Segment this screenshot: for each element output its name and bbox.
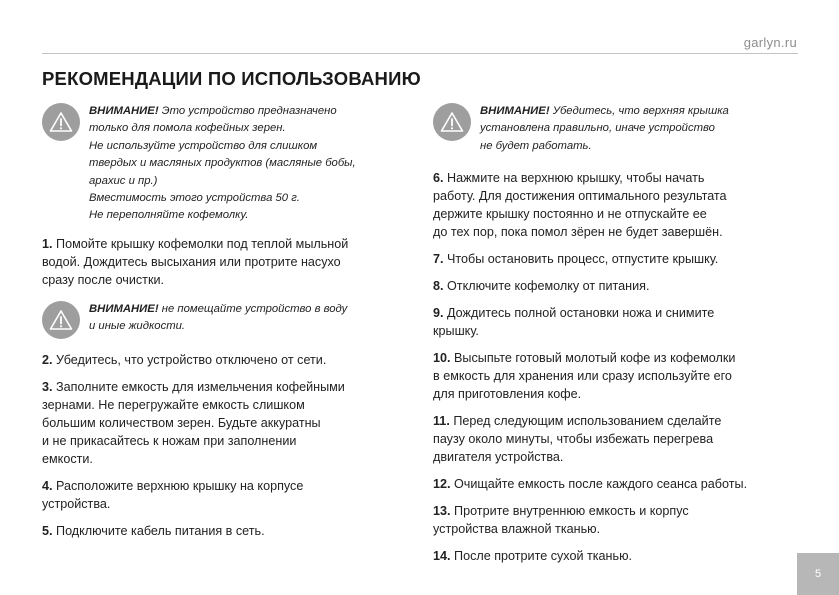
warning-block: [433, 103, 795, 155]
step-number: 2.: [42, 352, 53, 367]
step-line: Высыпьте готовый молотый кофе из кофемолки: [454, 351, 736, 366]
step-line: держите крышку постоянно и не отпускайте ее: [433, 207, 707, 222]
warning-block: [42, 301, 404, 339]
step-line: Убедитесь, что устройство отключено от сети.: [56, 352, 327, 367]
warning-line: и иные жидкости.: [89, 320, 186, 333]
warning-line: Убедитесь, что верхняя крышка: [552, 105, 729, 117]
step-line: в емкость для хранения или сразу используйте его: [433, 369, 732, 384]
warning-line: не будет работать.: [480, 139, 592, 152]
step-number: 7.: [433, 252, 444, 267]
step-number: 4.: [42, 478, 53, 493]
header-rule: [42, 53, 798, 54]
step-line: и не прикасайтесь к ножам при заполнении: [42, 433, 297, 448]
step-number: 5.: [42, 523, 53, 538]
step-number: 9.: [433, 306, 444, 321]
left-column: [42, 103, 404, 549]
right-column: [433, 103, 795, 574]
step-number: 6.: [433, 171, 444, 186]
step-11: [433, 412, 795, 466]
step-line: Чтобы остановить процесс, отпустите крышку.: [447, 252, 719, 267]
warning-label: ВНИМАНИЕ!: [89, 302, 159, 315]
warning-text: [89, 103, 356, 225]
step-line: Очищайте емкость после каждого сеанса работы.: [454, 477, 748, 492]
step-line: сразу после очистки.: [42, 272, 164, 287]
step-4: [42, 477, 404, 513]
step-7: [433, 250, 795, 268]
step-line: до тех пор, пока помол зёрен не будет завершён.: [433, 225, 723, 240]
step-line: Подключите кабель питания в сеть.: [56, 523, 265, 538]
step-5: [42, 522, 404, 540]
step-number: 13.: [433, 504, 451, 519]
step-line: паузу около минуты, чтобы избежать перегрева: [433, 432, 714, 447]
step-2: [42, 351, 404, 369]
step-line: Расположите верхнюю крышку на корпусе: [56, 478, 304, 493]
step-1: [42, 235, 404, 289]
step-line: Помойте крышку кофемолки под теплой мыльной: [56, 236, 349, 251]
step-line: водой. Дождитесь высыхания или протрите насухо: [42, 254, 341, 269]
warning-line: Не переполняйте кофемолку.: [89, 209, 249, 222]
step-number: 14.: [433, 549, 451, 564]
page-number: 5: [797, 553, 839, 595]
warning-line: Вместимость этого устройства 50 г.: [89, 192, 300, 205]
warning-triangle-icon: [42, 103, 80, 141]
warning-label: ВНИМАНИЕ!: [480, 105, 550, 117]
page-title: РЕКОМЕНДАЦИИ ПО ИСПОЛЬЗОВАНИЮ: [42, 68, 421, 89]
step-line: двигателя устройства.: [433, 450, 564, 465]
warning-triangle-icon: [433, 103, 471, 141]
warning-line: не помещайте устройство в воду: [161, 302, 348, 315]
step-line: крышку.: [433, 324, 479, 339]
warning-triangle-icon: [42, 301, 80, 339]
step-3: [42, 378, 404, 468]
step-line: емкости.: [42, 451, 93, 466]
step-number: 1.: [42, 236, 53, 251]
warning-line: арахис и пр.): [89, 174, 158, 187]
warning-line: установлена правильно, иначе устройство: [480, 122, 715, 135]
step-line: Заполните емкость для измельчения кофейными: [56, 379, 345, 394]
warning-block: [42, 103, 404, 225]
step-number: 8.: [433, 279, 444, 294]
step-line: Нажмите на верхнюю крышку, чтобы начать: [447, 171, 705, 186]
step-number: 10.: [433, 351, 451, 366]
step-line: После протрите сухой тканью.: [454, 549, 633, 564]
warning-text: [89, 301, 347, 336]
step-line: Перед следующим использованием сделайте: [453, 414, 722, 429]
step-line: большим количеством зерен. Будьте аккуратны: [42, 415, 321, 430]
step-number: 12.: [433, 477, 451, 492]
step-number: 11.: [433, 414, 450, 429]
step-8: [433, 277, 795, 295]
step-line: работу. Для достижения оптимального результата: [433, 189, 727, 204]
warning-line: только для помола кофейных зерен.: [89, 122, 286, 135]
step-number: 3.: [42, 379, 53, 394]
step-6: [433, 169, 795, 241]
step-line: для приготовления кофе.: [433, 387, 582, 402]
warning-line: Это устройство предназначено: [161, 105, 337, 117]
step-line: Дождитесь полной остановки ножа и снимите: [447, 306, 715, 321]
step-line: устройства.: [42, 496, 111, 511]
step-line: зернами. Не перегружайте емкость слишком: [42, 397, 305, 412]
step-9: [433, 304, 795, 340]
step-line: Протрите внутреннюю емкость и корпус: [454, 504, 689, 519]
step-13: [433, 502, 795, 538]
step-line: Отключите кофемолку от питания.: [447, 279, 650, 294]
step-14: [433, 547, 795, 565]
warning-text: [480, 103, 729, 155]
warning-label: ВНИМАНИЕ!: [89, 105, 159, 117]
step-line: устройства влажной тканью.: [433, 522, 601, 537]
warning-line: Не используйте устройство для слишком: [89, 139, 318, 152]
warning-line: твердых и масляных продуктов (масляные бобы,: [89, 157, 356, 170]
brand-text: garlyn.ru: [743, 35, 797, 50]
step-10: [433, 349, 795, 403]
step-12: [433, 475, 795, 493]
